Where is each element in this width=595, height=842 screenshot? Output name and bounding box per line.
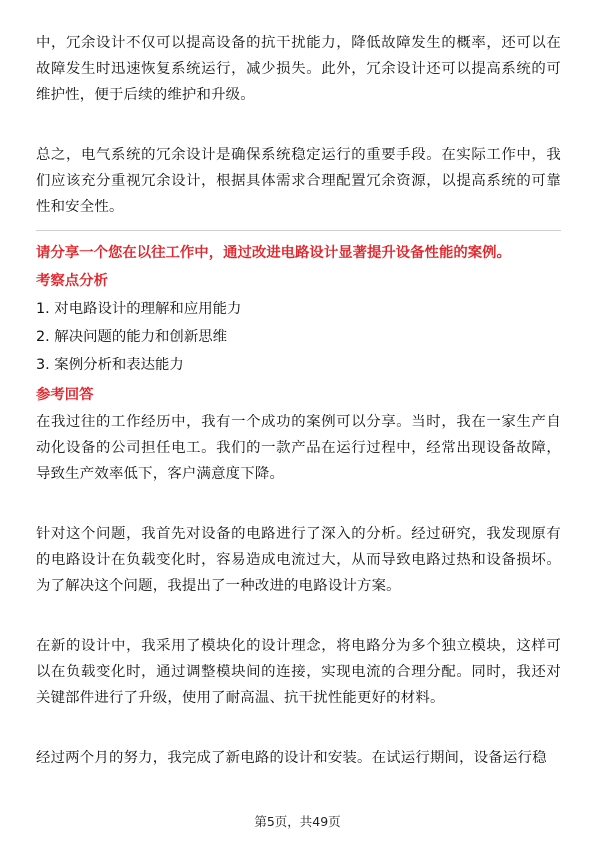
analysis-heading: 考察点分析 [36, 273, 108, 289]
section-divider [36, 230, 561, 231]
paragraph-spacer [36, 108, 561, 142]
answer-paragraph-2: 针对这个问题，我首先对设备的电路进行了深入的分析。经过研究，我发现原有的电路设计在负载变化时，容易造成电流过大，从而导致电路过热和设备损坏。为了解决这个问题，我提出了一种改进的电路设计方案。 [36, 526, 561, 594]
intro-paragraph-2: 总之，电气系统的冗余设计是确保系统稳定运行的重要手段。在实际工作中，我们应该充分重视冗余设计，根据具体需求合理配置冗余资源，以提高系统的可靠性和安全性。 [36, 147, 561, 215]
analysis-item-3: 3. 案例分析和表达能力 [36, 357, 184, 373]
question-title: 请分享一个您在以往工作中，通过改进电路设计显著提升设备性能的案例。 [36, 245, 511, 261]
paragraph-spacer [36, 599, 561, 633]
intro-paragraph-1: 中，冗余设计不仅可以提高设备的抗干扰能力，降低故障发生的概率，还可以在故障发生时迅速恢复系统运行，减少损失。此外，冗余设计还可以提高系统的可维护性，便于后续的维护和升级。 [36, 35, 561, 103]
page-content [36, 30, 561, 771]
analysis-item-1: 1. 对电路设计的理解和应用能力 [36, 301, 242, 317]
answer-paragraph-1: 在我过往的工作经历中，我有一个成功的案例可以分享。当时，我在一家生产自动化设备的公司担任电工。我们的一款产品在运行过程中，经常出现设备故障，导致生产效率低下，客户满意度下降。 [36, 414, 561, 482]
paragraph-spacer [36, 487, 561, 521]
answer-paragraph-3: 在新的设计中，我采用了模块化的设计理念，将电路分为多个独立模块，这样可以在负载变化时，通过调整模块间的连接，实现电流的合理分配。同时，我还对关键部件进行了升级，使用了耐高温、抗干扰性能更好的材料。 [36, 638, 561, 706]
page-number-footer: 第5页，共49页 [254, 814, 341, 829]
analysis-item-2: 2. 解决问题的能力和创新思维 [36, 329, 227, 345]
paragraph-spacer [36, 711, 561, 745]
answer-paragraph-4: 经过两个月的努力，我完成了新电路的设计和安装。在试运行期间，设备运行稳 [36, 750, 547, 766]
answer-heading: 参考回答 [36, 387, 94, 403]
